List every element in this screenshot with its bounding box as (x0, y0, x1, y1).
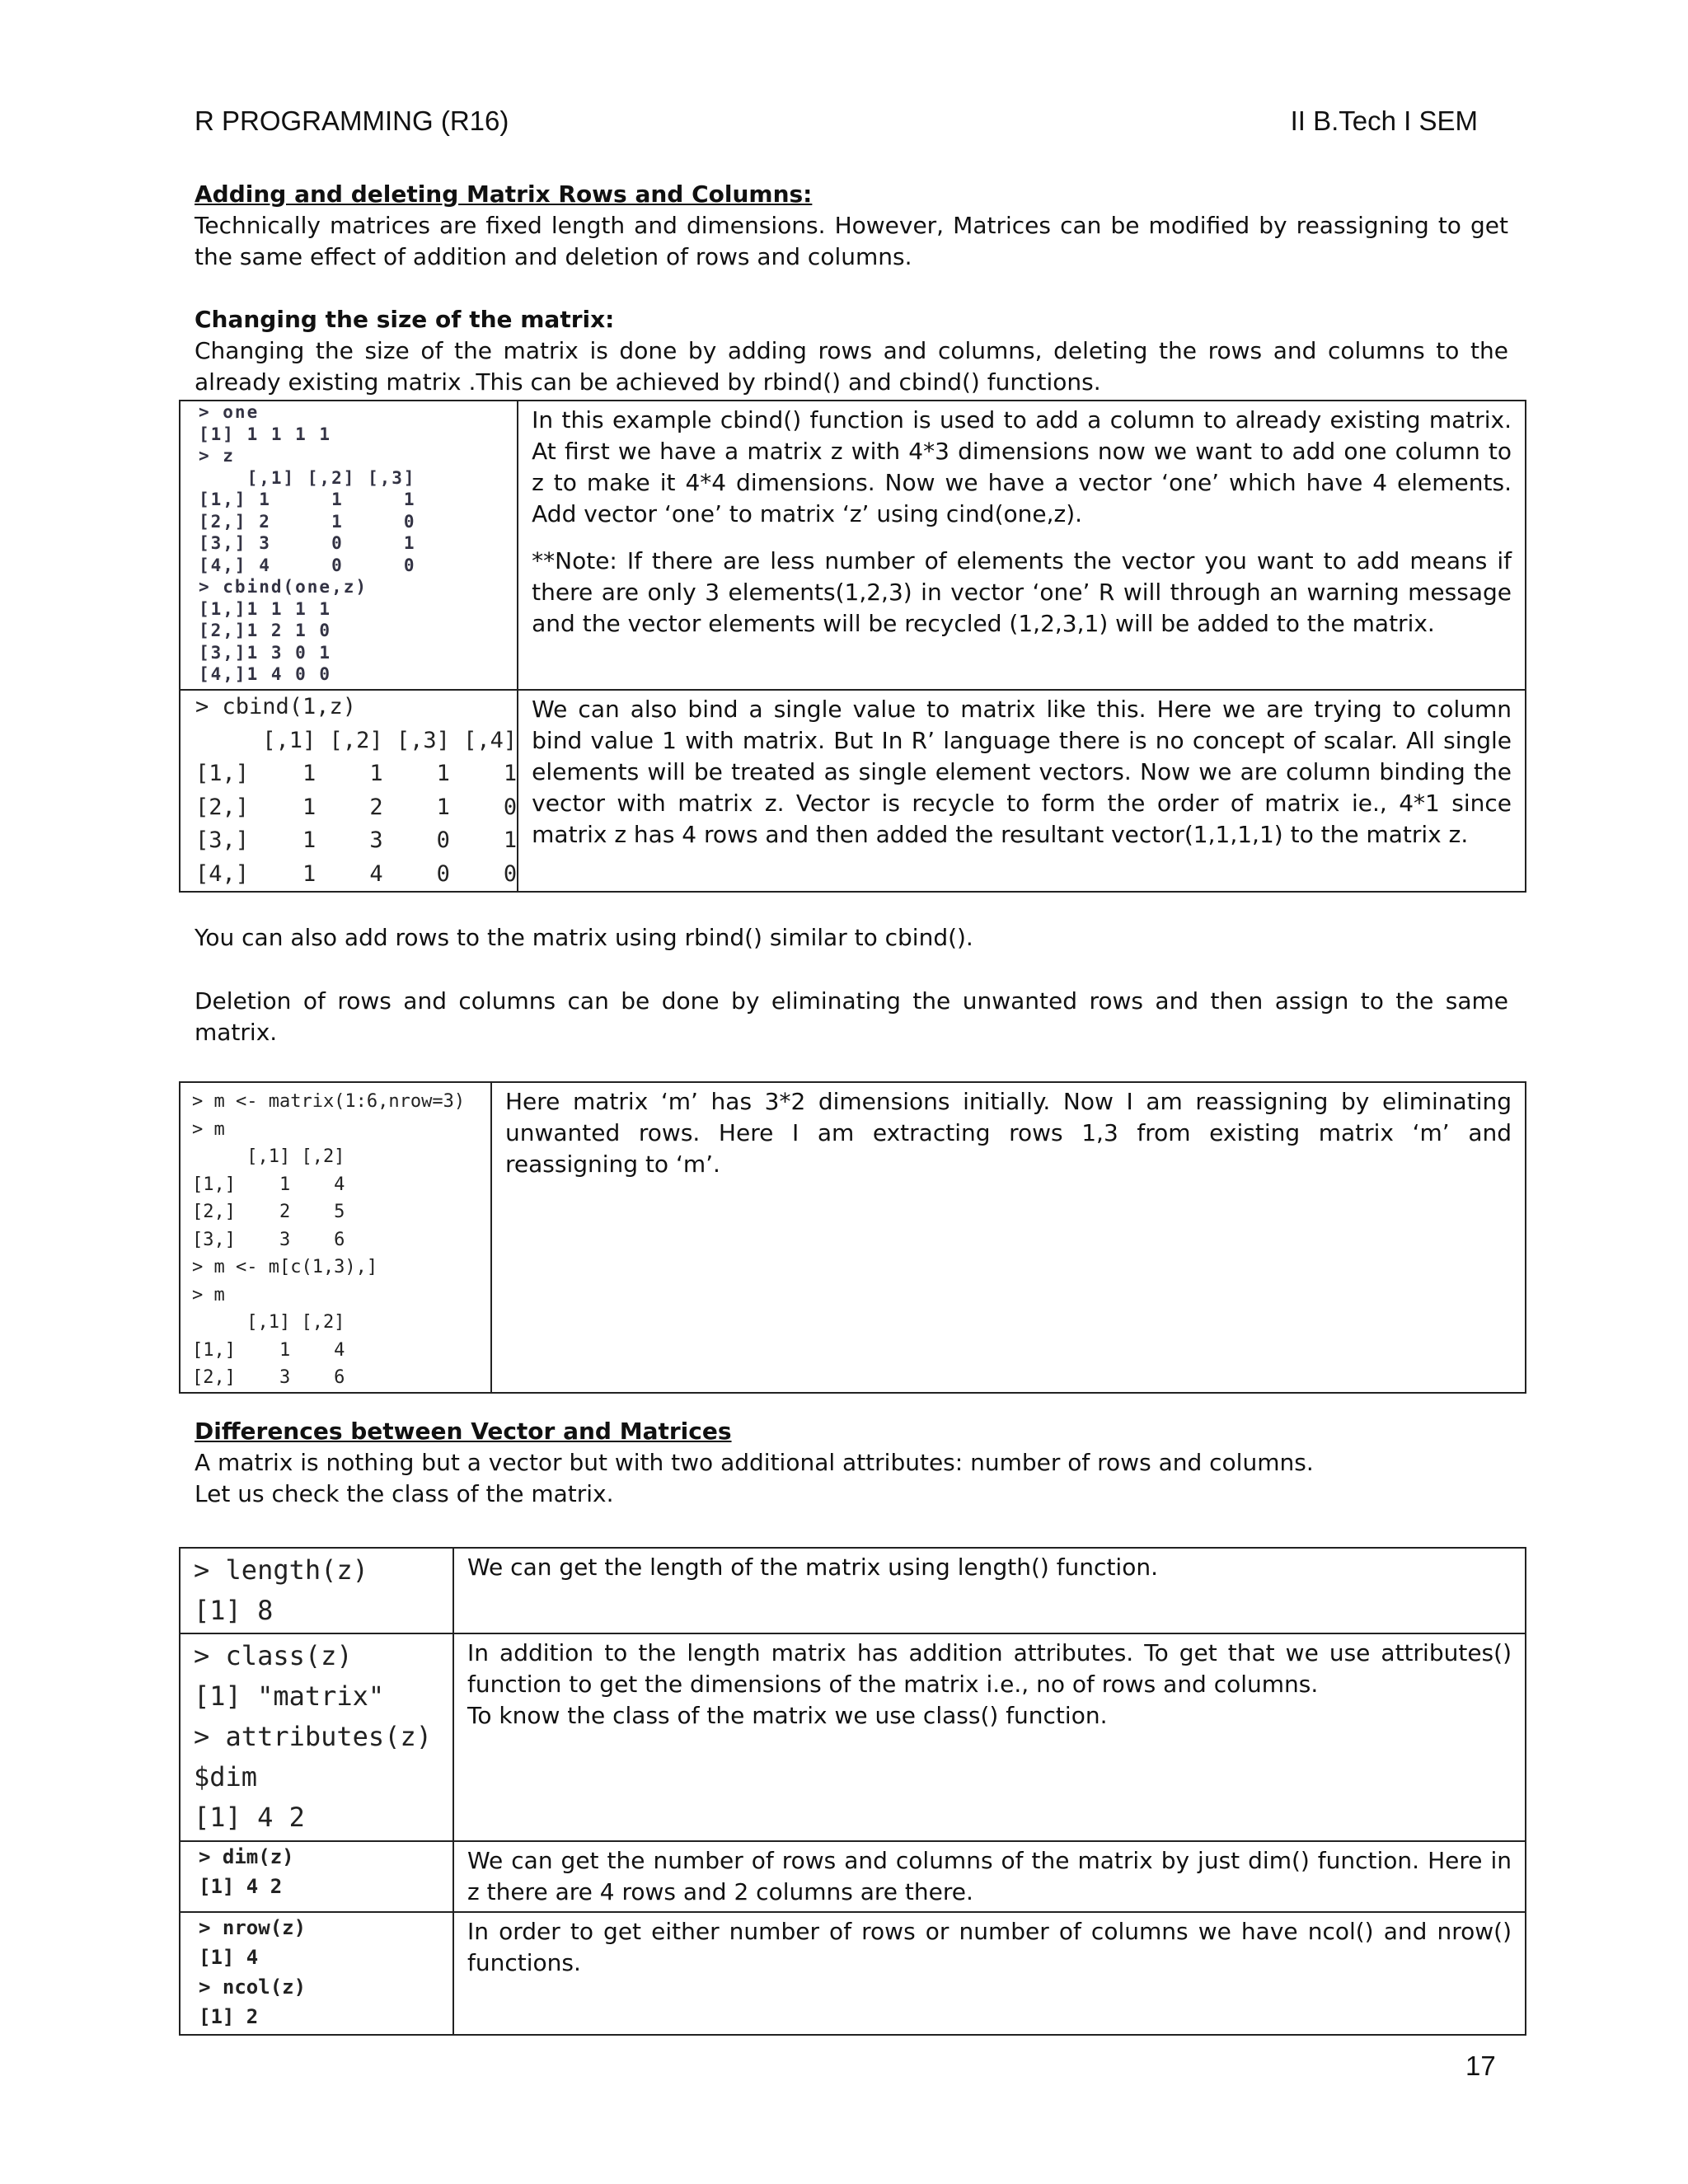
section-change-size (195, 304, 1508, 398)
code-screenshot: > m <- matrix(1:6,nrow=3) > m [,1] [,2] [1,] 1 4 [2,] 2 5 [3,] 3 6 > m <- m[c(1,3),] > m [,1] [,2] [1,] 1 4 [2,] 3 6 (192, 1091, 466, 1388)
explanation: We can get the length of the matrix using length() function. (467, 1554, 1158, 1581)
matrix-attributes-table (179, 1547, 1526, 2036)
explanation-cell (491, 1082, 1526, 1393)
code-screenshot: > one [1] 1 1 1 1 > z [,1] [,2] [,3] [1,] 1 1 1 [2,] 2 1 0 [3,] 3 0 1 [4,] 4 0 0 > cbind(one,z) [1,]1 1 1 1 [2,]1 2 1 0 [3,]1 3 0 1 [4,]1 4 0 0 (199, 402, 416, 684)
code-screenshot: > cbind(1,z) [,1] [,2] [,3] [,4] [1,] 1 1 1 1 [2,] 1 2 1 0 [3,] 1 3 0 1 [4,] 1 4 0 0 (195, 694, 518, 887)
explanation-cell (453, 1912, 1526, 2035)
code-cell (180, 1633, 453, 1841)
paragraph: Changing the size of the matrix is done by adding rows and columns, deleting the rows and columns to the already existing matrix .This can be achieved by rbind() and cbind() functions. (195, 337, 1508, 396)
section-differences (195, 1416, 1508, 1510)
explanation: In this example cbind() function is used to add a column to already existing matrix. At first we have a matrix z with 4*3 dimensions now we want to add one column to z to make it 4*4 dimensions. Now we have a vector ‘one’ which have 4 elements. Add vector ‘one’ to matrix ‘z’ using cind(one,z). (532, 406, 1512, 527)
delete-rows-table (179, 1081, 1526, 1394)
code-cell (180, 1548, 453, 1633)
code-screenshot: > class(z) [1] "matrix" > attributes(z) $dim [1] 4 2 (194, 1640, 432, 1833)
explanation: We can also bind a single value to matrix like this. Here we are trying to column bind value 1 with matrix. But In R’ language there is no concept of scalar. All single elements will be treated as single element vectors. Now we are column binding the vector with matrix z. Vector is recycle to form the order of matrix ie., 4*1 since matrix z has 4 rows and then added the resultant vector(1,1,1,1) to the matrix z. (532, 696, 1512, 848)
paragraph: Technically matrices are fixed length and dimensions. However, Matrices can be modified by reassigning to get the same effect of addition and deletion of rows and columns. (195, 212, 1508, 270)
explanation-cell (453, 1633, 1526, 1841)
section-heading: Adding and deleting Matrix Rows and Columns: (195, 180, 813, 208)
code-screenshot: > nrow(z) [1] 4 > ncol(z) [1] 2 (199, 1916, 307, 2028)
explanation: We can get the number of rows and columns of the matrix by just dim() function. Here in z there are 4 rows and 2 columns are there. (467, 1847, 1512, 1905)
paragraph: Let us check the class of the matrix. (195, 1480, 614, 1507)
section-heading: Differences between Vector and Matrices (195, 1418, 732, 1445)
explanation: To know the class of the matrix we use class() function. (467, 1702, 1108, 1729)
explanation: In order to get either number of rows or number of columns we have ncol() and nrow() functions. (467, 1918, 1512, 1976)
paragraph: A matrix is nothing but a vector but with two additional attributes: number of rows and columns. (195, 1449, 1314, 1476)
explanation-cell (518, 690, 1526, 892)
code-cell (180, 690, 518, 892)
paragraph: You can also add rows to the matrix using rbind() similar to cbind(). (195, 924, 973, 951)
explanation: Here matrix ‘m’ has 3*2 dimensions initially. Now I am reassigning by eliminating unwanted rows. Here I am extracting rows 1,3 from existing matrix ‘m’ and reassigning to ‘m’. (505, 1088, 1512, 1178)
note: **Note: If there are less number of elements the vector you want to add means if there are only 3 elements(1,2,3) in vector ‘one’ R will through an warning message and the vector elements will be recycled (1,2,3,1) will be added to the matrix. (532, 547, 1512, 637)
header-course: R PROGRAMMING (R16) (195, 105, 509, 136)
header-semester: II B.Tech I SEM (1290, 105, 1478, 136)
page-number: 17 (1465, 2050, 1496, 2081)
explanation-cell (518, 401, 1526, 690)
section-heading: Changing the size of the matrix: (195, 306, 615, 333)
code-screenshot: > dim(z) [1] 4 2 (199, 1845, 294, 1898)
explanation: In addition to the length matrix has addition attributes. To get that we use attributes() function to get the dimensions of the matrix i.e., no of rows and columns. (467, 1639, 1512, 1698)
explanation-cell (453, 1548, 1526, 1633)
code-screenshot: > length(z) [1] 8 (194, 1554, 368, 1626)
code-cell (180, 1082, 491, 1393)
code-cell (180, 1912, 453, 2035)
paragraph: Deletion of rows and columns can be done by eliminating the unwanted rows and then assign to the same matrix. (195, 987, 1508, 1046)
code-cell (180, 401, 518, 690)
cbind-table (179, 400, 1526, 893)
section-add-delete (195, 179, 1508, 273)
explanation-cell (453, 1841, 1526, 1912)
code-cell (180, 1841, 453, 1912)
